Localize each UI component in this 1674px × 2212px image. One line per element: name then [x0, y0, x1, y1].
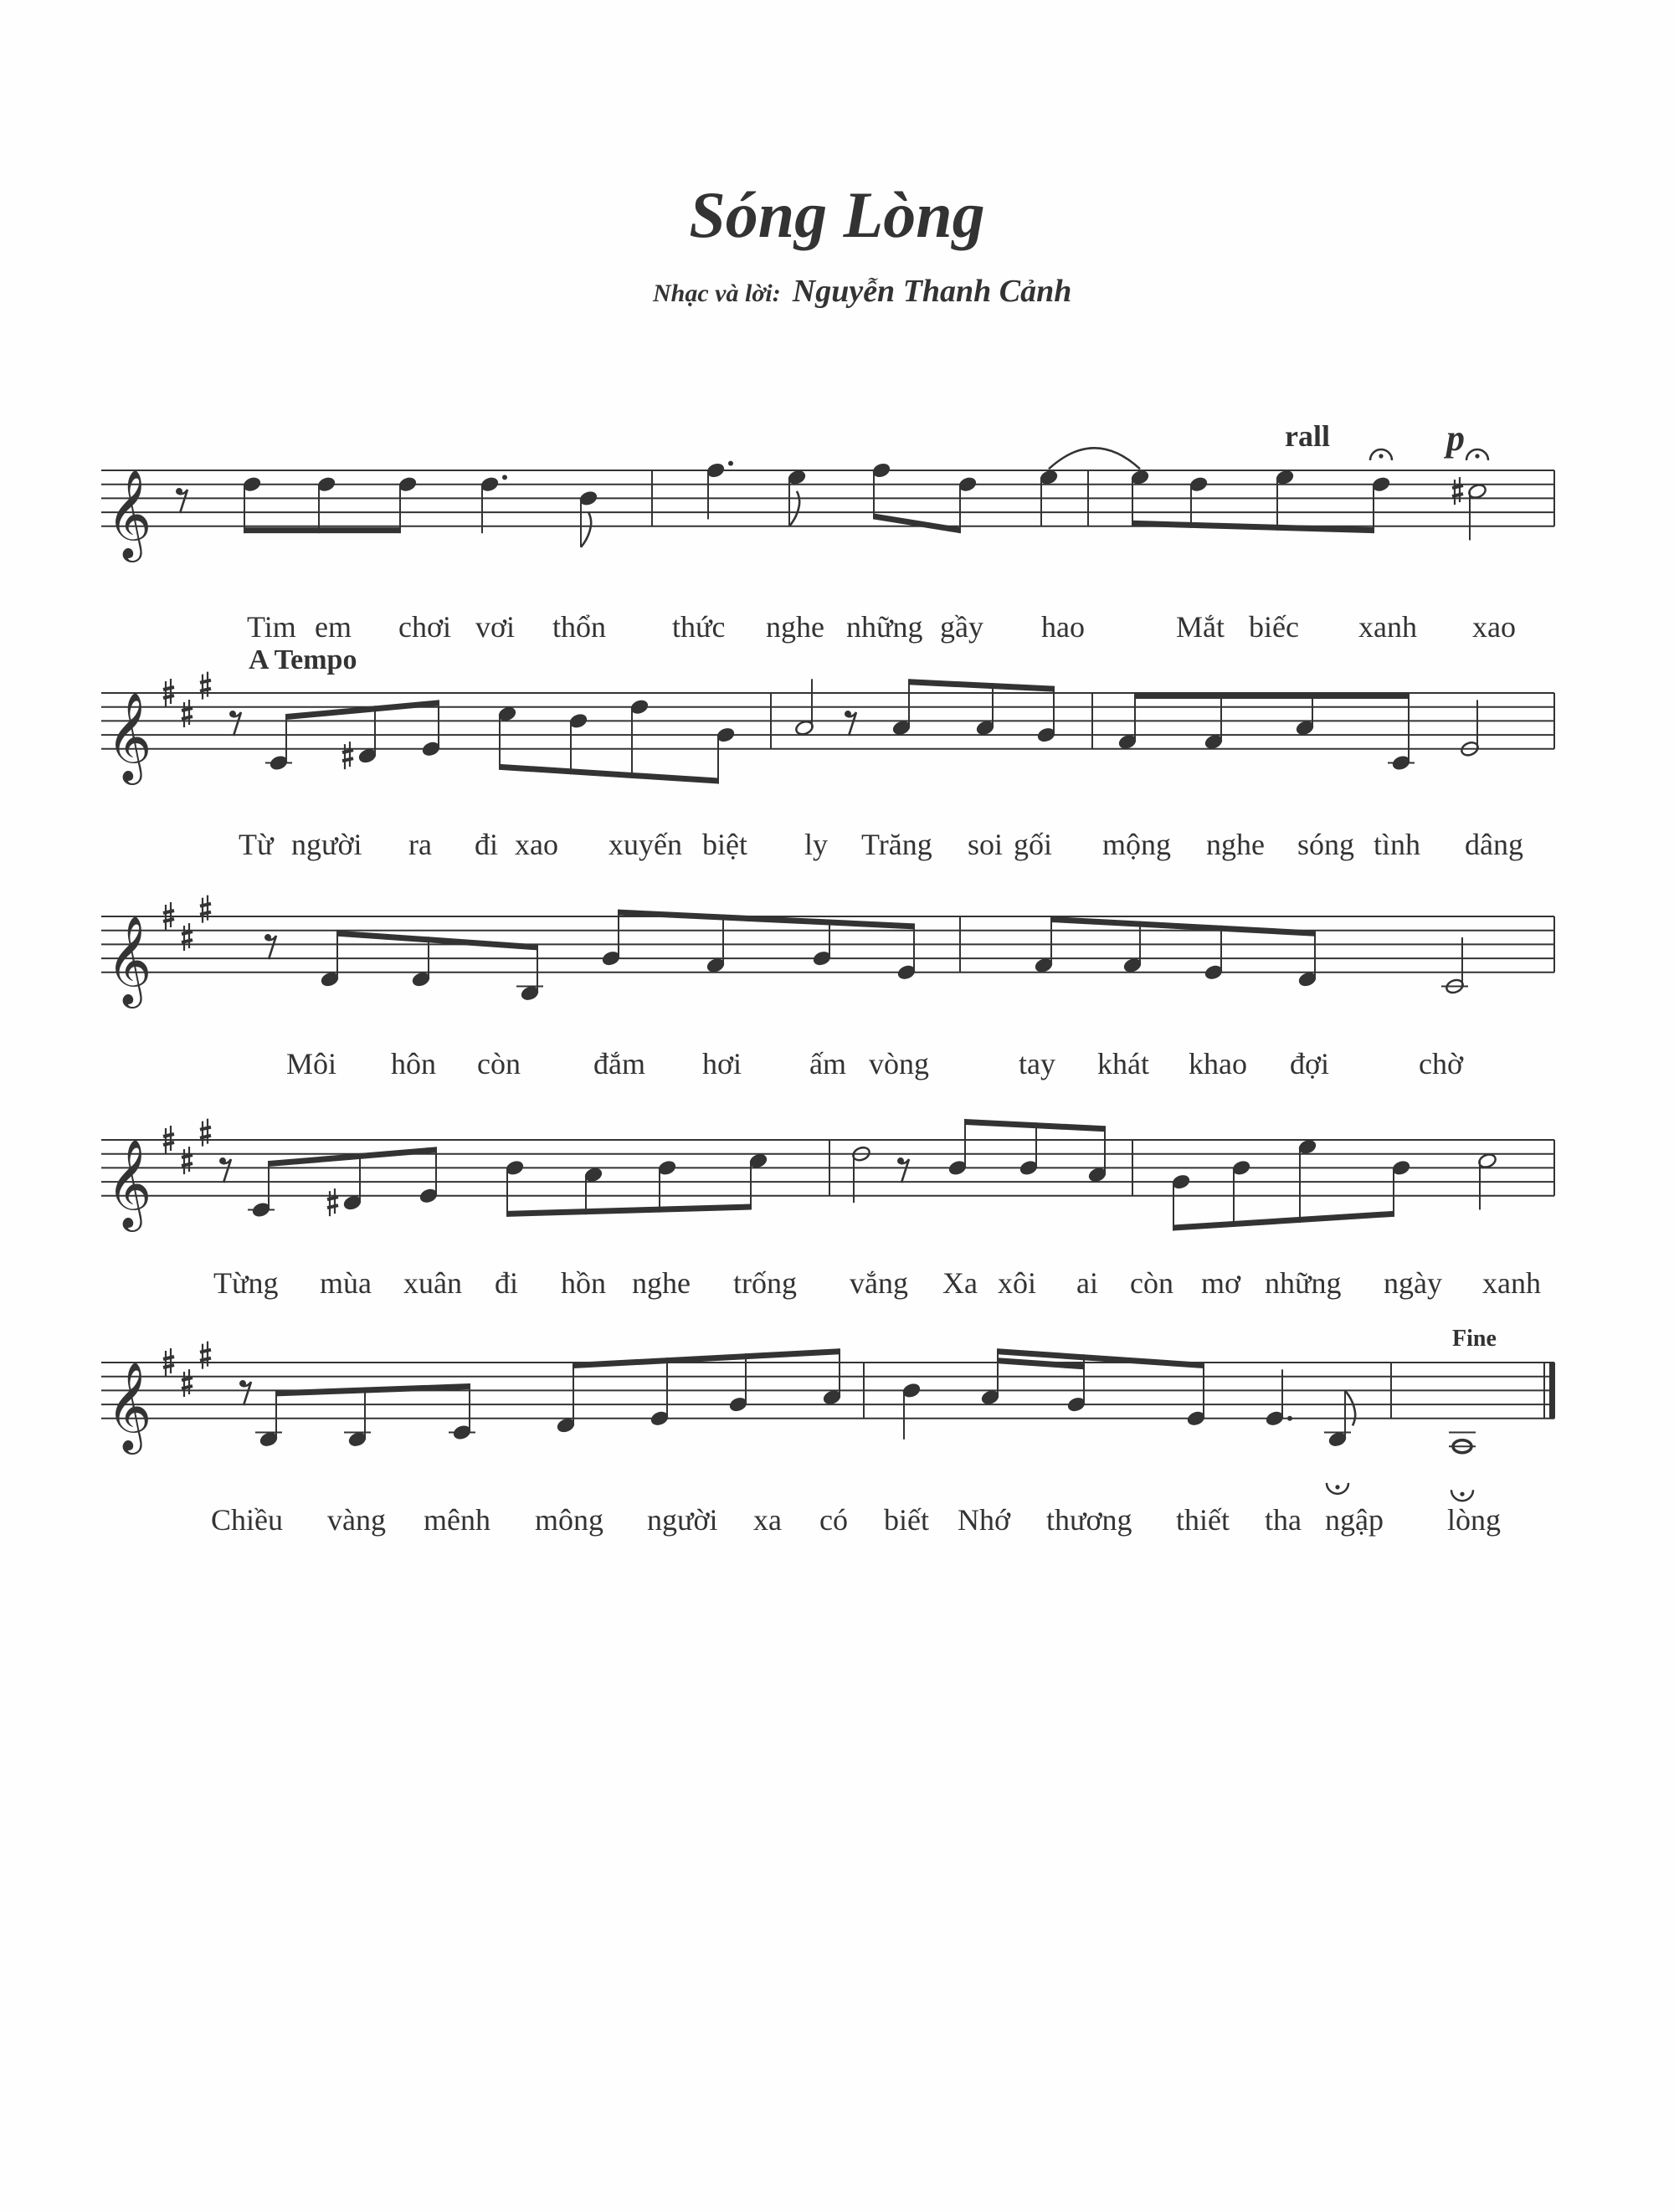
- beam: [909, 679, 1054, 691]
- fermata-dot: [1460, 1492, 1464, 1496]
- rall-marking: rall: [1285, 419, 1330, 453]
- dynamic-marking: p: [1446, 418, 1465, 459]
- lyric-word: Xa: [942, 1266, 978, 1300]
- lyric-word: nghe: [766, 610, 824, 644]
- lyric-word: mùa: [320, 1266, 372, 1300]
- lyric-word: soi: [968, 828, 1004, 861]
- flag-icon: [789, 491, 799, 526]
- beam: [874, 513, 960, 533]
- lyric-word: vòng: [869, 1047, 929, 1080]
- lyric-word: ấm: [809, 1047, 846, 1080]
- lyric-word: mộng: [1102, 828, 1172, 861]
- treble-clef-icon: 𝄞: [106, 1360, 152, 1450]
- lyric-word: biết: [884, 1503, 929, 1537]
- beam: [244, 527, 400, 533]
- lyric-word: lòng: [1447, 1503, 1502, 1537]
- key-signature-sharp-icon: [200, 1342, 211, 1369]
- lyric-word: còn: [477, 1047, 521, 1080]
- lyric-word: sóng: [1297, 828, 1355, 861]
- beam: [337, 931, 537, 951]
- sharp-accidental-icon: [327, 1188, 338, 1216]
- lyric-word: Trăng: [861, 828, 932, 861]
- lyric-word: gầy: [940, 610, 983, 644]
- dot: [1287, 1416, 1292, 1421]
- lyric-word: Từng: [213, 1266, 279, 1300]
- flag-icon: [1345, 1390, 1355, 1425]
- lyric-word: hồn: [561, 1266, 606, 1300]
- beam: [965, 1119, 1105, 1132]
- lyric-word: biệt: [702, 828, 747, 861]
- lyric-word: hao: [1041, 610, 1085, 644]
- key-signature-sharp-icon: [182, 923, 193, 951]
- lyric-word: hôn: [391, 1047, 436, 1080]
- lyric-word: người: [291, 828, 362, 861]
- lyric-word: còn: [1130, 1266, 1173, 1300]
- beam: [1132, 521, 1374, 533]
- lyric-word: mơ: [1201, 1266, 1241, 1300]
- key-signature-sharp-icon: [182, 1147, 193, 1174]
- flag-icon: [581, 512, 591, 547]
- lyric-word: vơi: [475, 610, 516, 644]
- beam: [500, 764, 718, 784]
- lyric-word: ngập: [1325, 1503, 1384, 1537]
- lyric-word: ly: [804, 828, 829, 861]
- lyric-word: xôi: [998, 1266, 1037, 1300]
- lyric-word: Môi: [286, 1047, 337, 1080]
- lyric-word: xuyến: [608, 828, 682, 861]
- lyric-word: ra: [408, 828, 432, 861]
- lyric-word: ai: [1076, 1266, 1098, 1300]
- key-signature-sharp-icon: [182, 700, 193, 727]
- lyric-word: chờ: [1419, 1047, 1464, 1080]
- dot: [502, 475, 507, 480]
- lyric-word: Chiều: [211, 1503, 283, 1537]
- eighth-rest-stroke: [848, 712, 856, 736]
- credit-label: Nhạc và lời:: [653, 280, 781, 307]
- beam: [1135, 693, 1409, 699]
- lyric-word: đi: [495, 1266, 519, 1300]
- lyric-word: những: [846, 610, 923, 644]
- eighth-rest-stroke: [901, 1159, 909, 1183]
- lyric-word: nghe: [1206, 828, 1265, 861]
- lyric-word: khao: [1189, 1047, 1247, 1080]
- lyric-word: tha: [1265, 1503, 1302, 1537]
- lyric-word: gối: [1014, 828, 1053, 861]
- lyric-word: vàng: [327, 1503, 386, 1537]
- lyric-word: chơi: [398, 610, 452, 644]
- lyric-word: mông: [535, 1503, 604, 1537]
- lyric-word: Tim: [247, 610, 296, 644]
- eighth-rest-stroke: [179, 490, 187, 513]
- final-barline-thick: [1549, 1363, 1555, 1419]
- composer-name: Nguyễn Thanh Cảnh: [792, 274, 1072, 309]
- lyric-word: tình: [1374, 828, 1421, 861]
- key-signature-sharp-icon: [200, 896, 211, 923]
- treble-clef-icon: 𝄞: [106, 914, 152, 1004]
- dot: [728, 461, 733, 466]
- beam: [1051, 916, 1315, 937]
- lyric-word: xuân: [403, 1266, 462, 1300]
- lyric-word: đi: [475, 828, 499, 861]
- key-signature-sharp-icon: [200, 672, 211, 700]
- beam: [507, 1204, 751, 1217]
- lyric-word: ngày: [1384, 1266, 1442, 1300]
- sharp-accidental-icon: [1452, 477, 1463, 505]
- lyric-word: xa: [753, 1503, 782, 1537]
- treble-clef-icon: 𝄞: [106, 690, 152, 781]
- lyric-word: vắng: [850, 1266, 908, 1300]
- lyric-word: hơi: [702, 1047, 742, 1080]
- key-signature-sharp-icon: [200, 1119, 211, 1147]
- tempo-marking: A Tempo: [249, 644, 357, 675]
- beam: [619, 910, 914, 930]
- lyric-word: thương: [1046, 1503, 1132, 1537]
- treble-clef-icon: 𝄞: [106, 468, 152, 558]
- beam: [269, 1147, 436, 1167]
- key-signature-sharp-icon: [182, 1369, 193, 1397]
- lyric-word: Nhớ: [958, 1503, 1011, 1537]
- lyric-word: biếc: [1249, 610, 1299, 644]
- treble-clef-icon: 𝄞: [106, 1137, 152, 1228]
- lyric-word: xao: [515, 828, 558, 861]
- lyric-word: Từ: [239, 828, 274, 861]
- lyric-word: những: [1265, 1266, 1342, 1300]
- lyric-word: có: [819, 1503, 848, 1537]
- lyric-word: đợi: [1290, 1047, 1330, 1080]
- lyric-word: xanh: [1482, 1266, 1541, 1300]
- song-title: Sóng Lòng: [689, 178, 985, 251]
- beam: [286, 700, 439, 720]
- lyric-word: khát: [1097, 1047, 1149, 1080]
- lyric-word: em: [315, 610, 352, 644]
- fine-marking: Fine: [1452, 1326, 1497, 1352]
- beam: [573, 1348, 840, 1368]
- beam-secondary: [998, 1357, 1084, 1369]
- eighth-rest-stroke: [243, 1382, 251, 1405]
- lyric-word: xanh: [1358, 610, 1417, 644]
- sharp-accidental-icon: [342, 742, 353, 769]
- eighth-rest-stroke: [233, 712, 241, 736]
- lyric-word: thiết: [1176, 1503, 1230, 1537]
- fermata-dot: [1335, 1485, 1339, 1489]
- lyric-word: tay: [1019, 1047, 1055, 1080]
- lyric-word: nghe: [632, 1266, 691, 1300]
- eighth-rest-stroke: [223, 1159, 231, 1183]
- lyric-word: Mắt: [1176, 610, 1225, 644]
- lyric-word: mênh: [424, 1503, 490, 1537]
- lyric-word: xao: [1472, 610, 1516, 644]
- lyric-word: dâng: [1465, 828, 1523, 861]
- lyric-word: thức: [672, 610, 726, 644]
- tie: [1049, 448, 1140, 469]
- beam: [276, 1383, 470, 1396]
- fermata-dot: [1475, 454, 1479, 458]
- lyric-word: thổn: [552, 610, 607, 644]
- fermata-dot: [1379, 454, 1383, 458]
- beam: [1173, 1211, 1394, 1231]
- lyric-word: người: [647, 1503, 718, 1537]
- lyric-word: đắm: [593, 1047, 645, 1080]
- eighth-rest-stroke: [268, 936, 276, 959]
- lyric-word: trống: [733, 1266, 797, 1300]
